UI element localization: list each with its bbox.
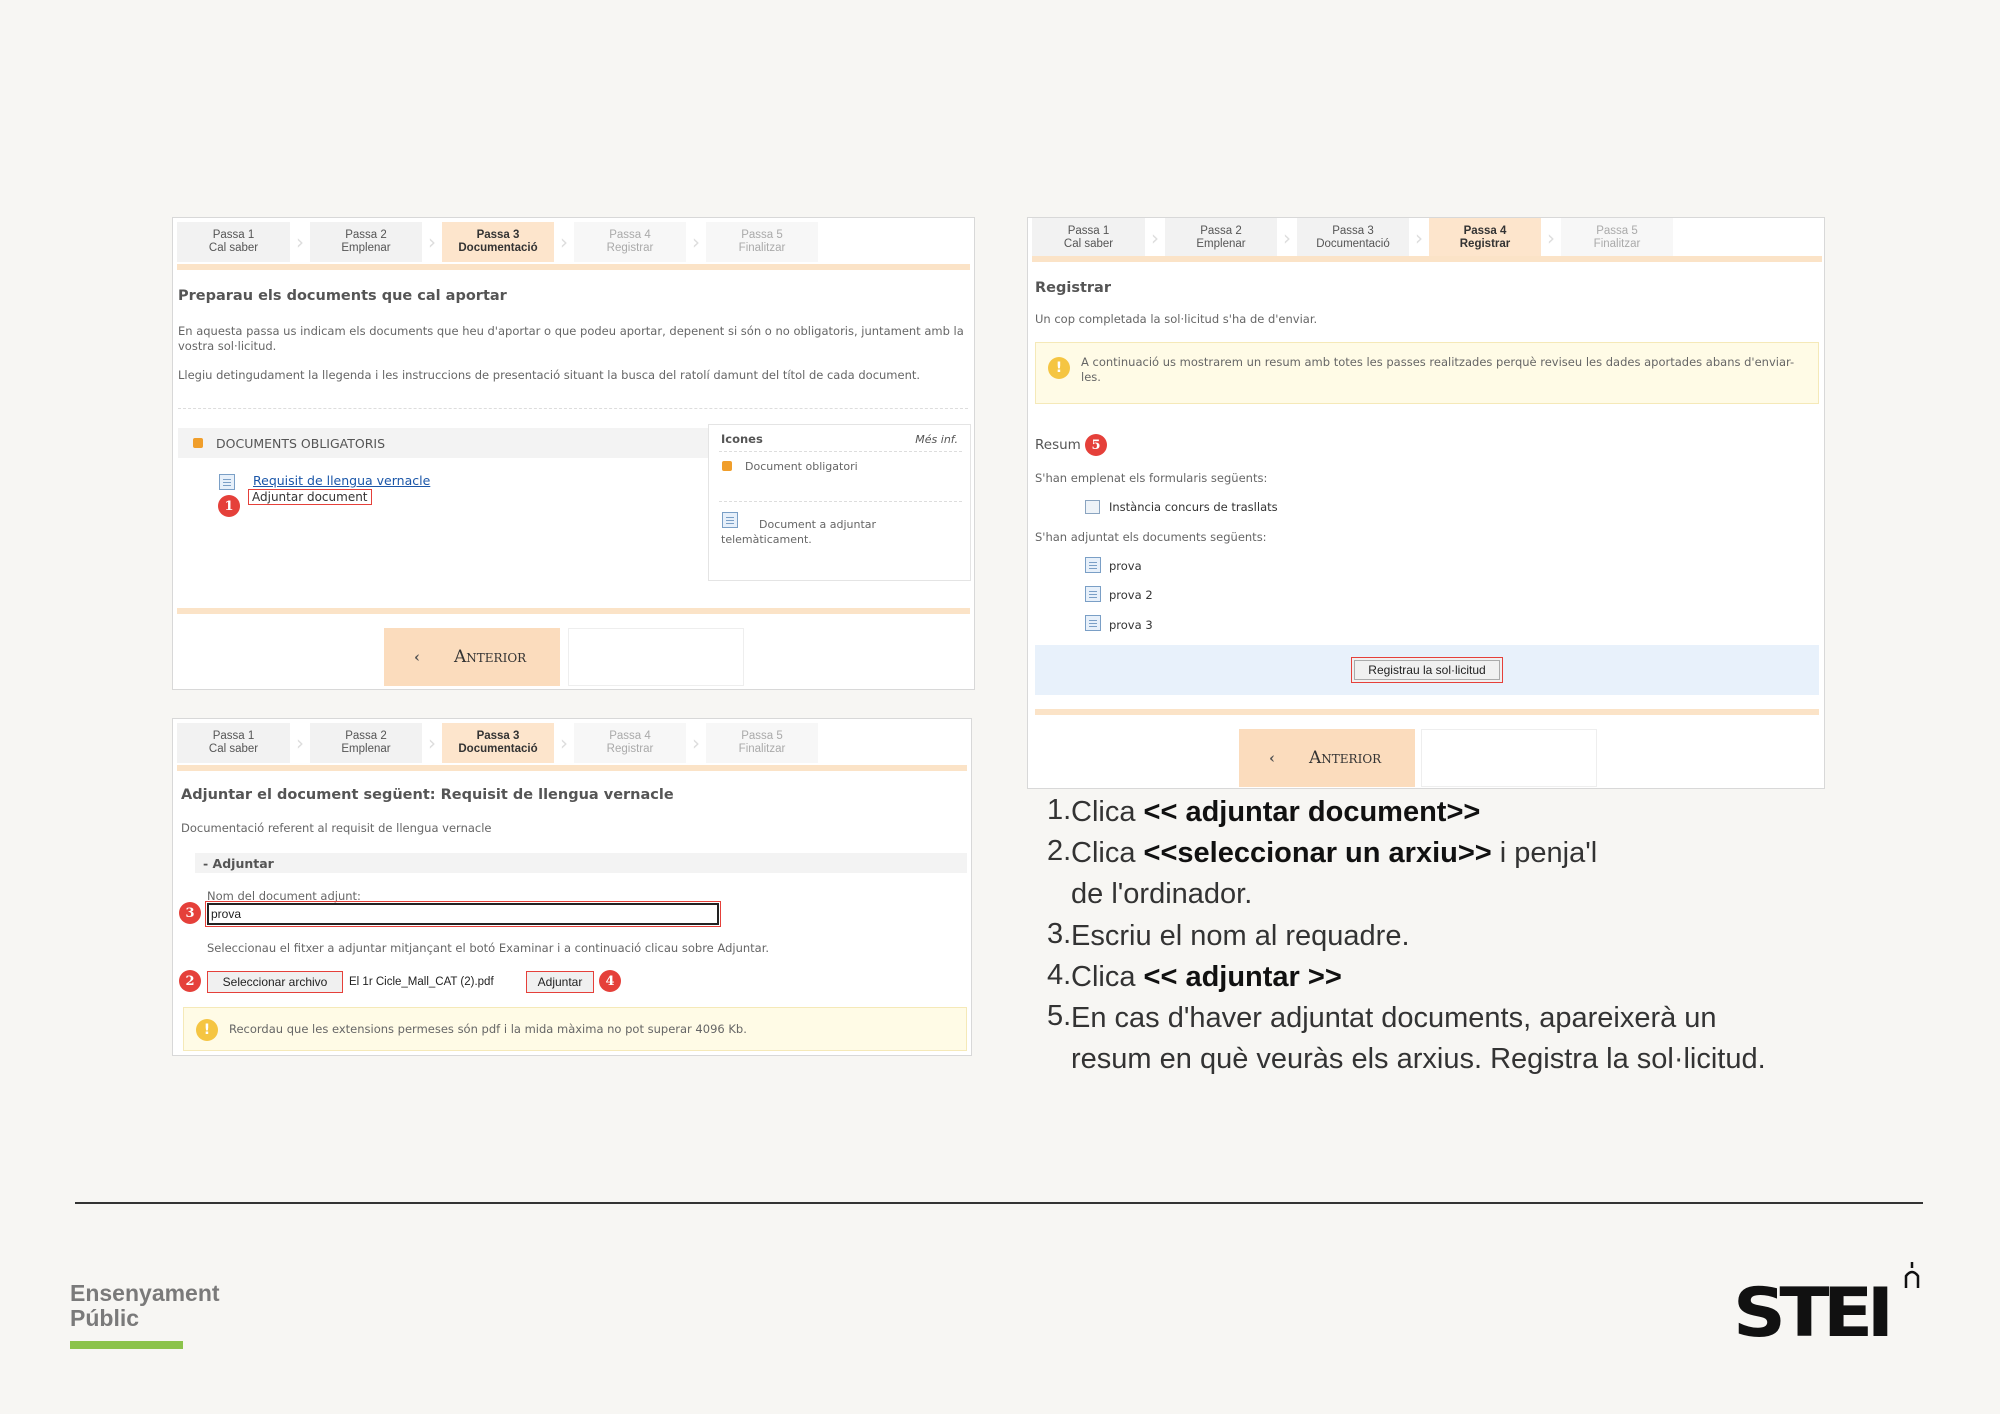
chevron-right-icon: › [692,731,700,755]
empty-button [1421,729,1597,787]
chevron-left-icon: ‹ [1269,749,1275,767]
page-heading: Adjuntar el document següent: Requisit de llengua vernacle [181,787,674,803]
wizard-steps [1032,218,1677,258]
chevron-right-icon: › [692,230,700,254]
step-1[interactable]: Passa 1 Cal saber [177,723,290,763]
page-heading: Preparau els documents que cal aportar [178,288,507,304]
step-marker-2: 2 [179,970,201,992]
document-link[interactable]: Requisit de llengua vernacle [253,473,431,488]
screenshot-registrar [1027,217,1825,789]
screenshot-documentacio [172,217,975,690]
instruction-1: Clica << adjuntar document>> [1071,796,1481,828]
page-heading: Registrar [1035,280,1111,296]
step-1[interactable]: Passa 1 Cal saber [177,222,290,262]
step-marker-5: 5 [1085,434,1107,456]
section-header: - Adjuntar [195,853,967,873]
register-button[interactable]: Registrau la sol·licitud [1351,657,1503,683]
document-item: prova 2 [1109,588,1153,602]
instruction-5: En cas d'haver adjuntat documents, apareixerà un resum en què veuràs els arxius. Registra la sol·licitud. [1071,1002,1766,1075]
step-1[interactable]: Passa 1 Cal saber [1032,218,1145,258]
step-marker-3: 3 [179,902,201,924]
instruction-4: Clica << adjuntar >> [1071,961,1342,993]
step-4[interactable]: Passa 4 Registrar [1429,218,1541,258]
step-marker-1: 1 [218,495,240,517]
warning-icon: ! [1048,357,1070,379]
document-item: prova [1109,559,1142,573]
chevron-right-icon: › [1415,226,1423,250]
intro-text-2: Llegiu detingudament la llegenda i les instruccions de presentació situant la busca del ratolí damunt del títol de cada document. [178,368,921,382]
chevron-right-icon: › [296,731,304,755]
step-4[interactable]: Passa 4 Registrar [574,723,686,763]
action-bar [1035,645,1819,695]
required-icon [193,438,203,448]
empty-button [568,628,744,686]
upload-icon [219,474,235,490]
field-label: Nom del document adjunt: [207,889,361,903]
wizard-steps [177,222,822,262]
previous-button[interactable]: ‹ Anterior [1239,729,1415,787]
stei-logo: STEI [1733,1274,1888,1353]
forms-label: S'han emplenat els formularis següents: [1035,471,1268,485]
bell-tower-icon [1900,1260,1924,1290]
wizard-steps [177,723,822,763]
document-icon [1085,557,1101,573]
document-icon [1085,615,1101,631]
file-name: El 1r Cicle_Mall_CAT (2).pdf [349,976,494,988]
chevron-right-icon: › [296,230,304,254]
chevron-right-icon: › [1283,226,1291,250]
step-3[interactable]: Passa 3 Documentació [1297,218,1409,258]
required-icon [722,461,732,471]
step-3[interactable]: Passa 3 Documentació [442,723,554,763]
step-2[interactable]: Passa 2 Emplenar [310,723,422,763]
warning-icon: ! [196,1019,218,1041]
select-file-button[interactable]: Seleccionar archivo [207,971,343,993]
form-item: Instància concurs de trasllats [1109,500,1278,514]
attach-button[interactable]: Adjuntar [526,971,594,993]
step-3[interactable]: Passa 3 Documentació [442,222,554,262]
previous-button[interactable]: ‹ Anterior [384,628,560,686]
step-4[interactable]: Passa 4 Registrar [574,222,686,262]
step-5[interactable]: Passa 5 Finalitzar [1561,218,1673,258]
instruction-3: Escriu el nom al requadre. [1071,920,1410,952]
more-info-link[interactable]: Més inf. [915,433,958,446]
section-header: DOCUMENTS OBLIGATORIS [178,428,708,458]
org-name: Ensenyament Públic [70,1280,220,1331]
intro-text: En aquesta passa us indicam els documents que heu d'aportar o que podeu aportar, depenent si són o no obligatoris, juntament amb la vostra sol·licitud. [178,324,964,353]
instruction-2: Clica <<seleccionar un arxiu>> i penja'l de l'ordinador. [1071,837,1598,910]
step-2[interactable]: Passa 2 Emplenar [1165,218,1277,258]
subtitle: Un cop completada la sol·licitud s'ha de d'enviar. [1035,312,1318,326]
info-box: ! A continuació us mostrarem un resum amb totes les passes realitzades perquè reviseu les dades aportades abans d'enviar-les. [1035,342,1819,404]
chevron-right-icon: › [560,731,568,755]
chevron-right-icon: › [428,731,436,755]
attach-document-link[interactable]: Adjuntar document [248,489,372,505]
chevron-right-icon: › [428,230,436,254]
docs-label: S'han adjuntat els documents següents: [1035,530,1267,544]
warning-box: ! Recordau que les extensions permeses són pdf i la mida màxima no pot superar 4096 Kb. [183,1007,967,1051]
chevron-left-icon: ‹ [414,648,420,666]
chevron-right-icon: › [1151,226,1159,250]
document-name-input[interactable]: prova [207,903,719,925]
instructions-text: Seleccionau el fitxer a adjuntar mitjançant el botó Examinar i a continuació clicau sobre Adjuntar. [207,941,770,955]
document-icon [1085,586,1101,602]
step-5[interactable]: Passa 5 Finalitzar [706,222,818,262]
footer-divider [75,1202,1923,1204]
chevron-right-icon: › [1547,226,1555,250]
divider [178,408,968,409]
chevron-right-icon: › [560,230,568,254]
summary-heading: Resum [1035,437,1081,453]
step-5[interactable]: Passa 5 Finalitzar [706,723,818,763]
legend-panel: Icones Més inf. Document obligatori Document a adjuntar telemàticament. [708,424,971,581]
progress-bar [177,264,970,270]
org-underline [70,1341,183,1349]
step-marker-4: 4 [599,970,621,992]
document-item: prova 3 [1109,618,1153,632]
form-icon [1085,500,1100,514]
subtitle: Documentació referent al requisit de llengua vernacle [181,821,492,835]
step-2[interactable]: Passa 2 Emplenar [310,222,422,262]
screenshot-adjuntar [172,718,972,1056]
